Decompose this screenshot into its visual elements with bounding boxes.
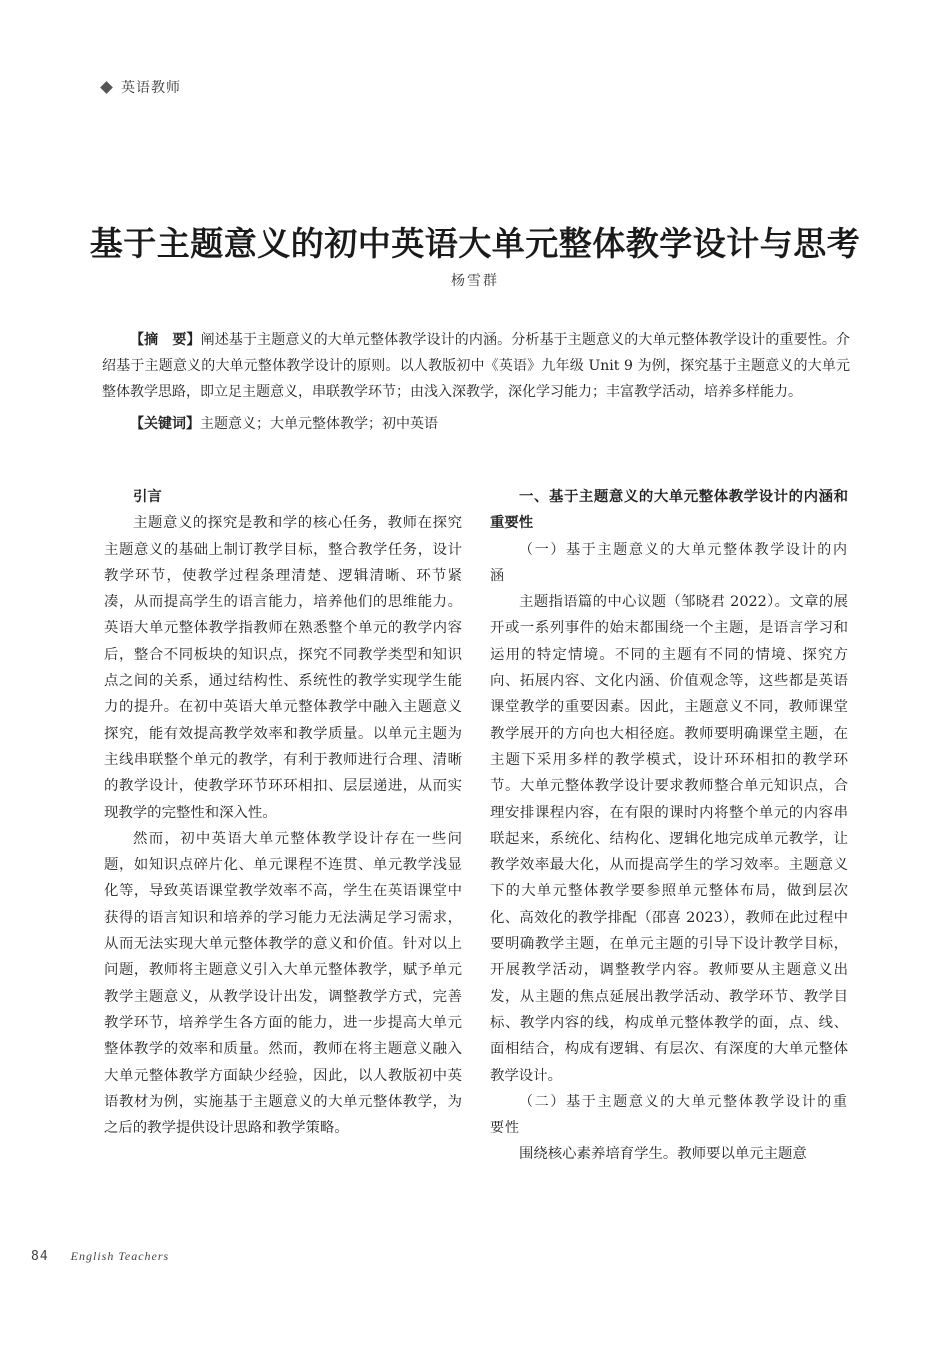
journal-section-header: [102, 77, 181, 97]
intro-paragraph-1: 主题意义的探究是教和学的核心任务，教师在探究主题意义的基础上制订教学目标，整合教学任务，设计教学环节，使教学过程条理清楚、逻辑清晰、环节紧凑，从而提高学生的语言能力，培养他们的思维能力。英语大单元整体教学指教师在熟悉整个单元的教学内容后，整合不同板块的知识点，探究不同教学类型和知识点之间的关系，通过结构性、系统性的教学实现学生能力的提升。在初中英语大单元整体教学中融入主题意义探究，能有效提高教学效率和教学质量。以单元主题为主线串联整个单元的教学，有利于教师进行合理、清晰的教学设计，使教学环节环环相扣、层层递进，从而实现教学的完整性和深入性。: [104, 515, 462, 821]
section-label: 英语教师: [121, 80, 181, 96]
page-footer: [31, 1249, 169, 1264]
abstract-text: 阐述基于主题意义的大单元整体教学设计的内涵。分析基于主题意义的大单元整体教学设计的重要性。介绍基于主题意义的大单元整体教学设计的原则。以人教版初中《英语》九年级 Unit 9 为例，探究基于主题意义的大单元整体教学思路，即立足主题意义，串联教学环节；由浅入深教学，深化学习能力；丰富教学活动，培养多样能力。: [102, 332, 851, 400]
article-title: 基于主题意义的初中英语大单元整体教学设计与思考: [89, 224, 861, 263]
section-1-heading: 一、基于主题意义的大单元整体教学设计的内涵和重要性: [490, 489, 848, 532]
intro-heading: 引言: [133, 489, 162, 505]
abstract-paragraph: [102, 327, 850, 405]
abstract-block: [102, 327, 850, 437]
subsection-2-heading: （二）基于主题意义的大单元整体教学设计的重要性: [490, 1093, 848, 1137]
keywords-paragraph: [102, 411, 850, 437]
left-column: [104, 484, 462, 1141]
keywords-text: 主题意义；大单元整体教学；初中英语: [200, 416, 438, 432]
intro-paragraph-2: 然而，初中英语大单元整体教学设计存在一些问题，如知识点碎片化、单元课程不连贯、单元教学浅显化等，导致英语课堂教学效率不高，学生在英语课堂中获得的语言知识和培养的学习能力无法满足学习需求，从而无法实现大单元整体教学的意义和价值。针对以上问题，教师将主题意义引入大单元整体教学，赋予单元教学主题意义，从教学设计出发，调整教学方式，完善教学环节，培养学生各方面的能力，进一步提高大单元整体教学的效率和质量。然而，教师在将主题意义融入大单元整体教学方面缺少经验，因此，以人教版初中英语教材为例，实施基于主题意义的大单元整体教学，为之后的教学提供设计思路和教学策略。: [104, 830, 462, 1137]
right-column: [490, 484, 848, 1168]
keywords-label: 【关键词】: [130, 416, 200, 432]
subsection-2-paragraph: 围绕核心素养培育学生。教师要以单元主题意: [519, 1146, 807, 1163]
article-author: 杨雪群: [451, 273, 499, 289]
diamond-icon: [100, 81, 113, 94]
page-number: 84: [31, 1249, 49, 1264]
subsection-1-heading: （一）基于主题意义的大单元整体教学设计的内涵: [490, 541, 848, 584]
journal-name: English Teachers: [70, 1249, 170, 1263]
abstract-label: 【摘 要】: [130, 332, 201, 348]
subsection-1-paragraph: 主题指语篇的中心议题（邹晓君 2022）。文章的展开或一系列事件的始末都围绕一个主题，是语言学习和运用的特定情境。不同的主题有不同的情境、探究方向、拓展内容、文化内涵、价值观念等，这些都是英语课堂教学的重要因素。因此，主题意义不同，教师课堂教学展开的方向也大相径庭。教师要明确课堂主题，在主题下采用多样的教学模式，设计环环相扣的教学环节。大单元整体教学设计要求教师整合单元知识点，合理安排课程内容，在有限的课时内将整个单元的内容串联起来，系统化、结构化、逻辑化地完成单元教学，让教学效率最大化，从而提高学生的学习效率。主题意义下的大单元整体教学要参照单元整体布局，做到层次化、高效化的教学排配（邵喜 2023），教师在此过程中要明确教学主题，在单元主题的引导下设计教学目标，开展教学活动，调整教学内容。教师要从主题意义出发，从主题的焦点延展出教学活动、教学环节、教学目标、教学内容的线，构成单元整体教学的面，点、线、面相结合，构成有逻辑、有层次、有深度的大单元整体教学设计。: [490, 594, 848, 1084]
